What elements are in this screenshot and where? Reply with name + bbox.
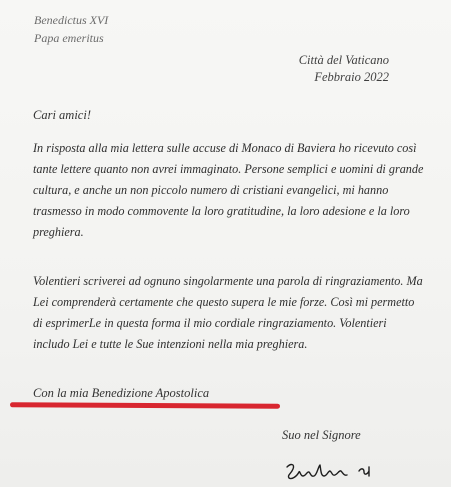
sender-name: Benedictus XVI [34, 13, 109, 27]
greeting: Cari amici! [33, 108, 91, 122]
farewell: Suo nel Signore [282, 428, 361, 442]
place-date-block [299, 52, 389, 86]
handwritten-signature [283, 459, 383, 483]
body-paragraph-2: Volentieri scriverei ad ognuno singolarmente una parola di ringraziamento. Ma Lei comprenderà certamente che questo supera le mie forze. Così mi permetto di esprimerLe in questa forma il mio cordiale ringraziamento. Volentieri includo Lei e tutte le Sue intenzioni nella mia preghiera. [33, 274, 423, 351]
sender-title: Papa emeritus [34, 31, 104, 45]
closing-blessing: Con la mia Benedizione Apostolica [33, 386, 210, 400]
letter-date: Febbraio 2022 [314, 70, 389, 84]
red-underline-highlight [10, 402, 280, 408]
place-city: Città del Vaticano [298, 53, 389, 67]
body-paragraph-1: In risposta alla mia lettera sulle accuse di Monaco di Baviera ho ricevuto così tante lettere quanto non avrei immaginato. Persone semplici e uomini di grande cultura, e anche un non piccolo numero di cristiani evangelici, mi hanno trasmesso in modo commovente la loro gratitudine, la loro adesione e la loro preghiera. [33, 141, 424, 239]
sender-block [34, 12, 108, 46]
